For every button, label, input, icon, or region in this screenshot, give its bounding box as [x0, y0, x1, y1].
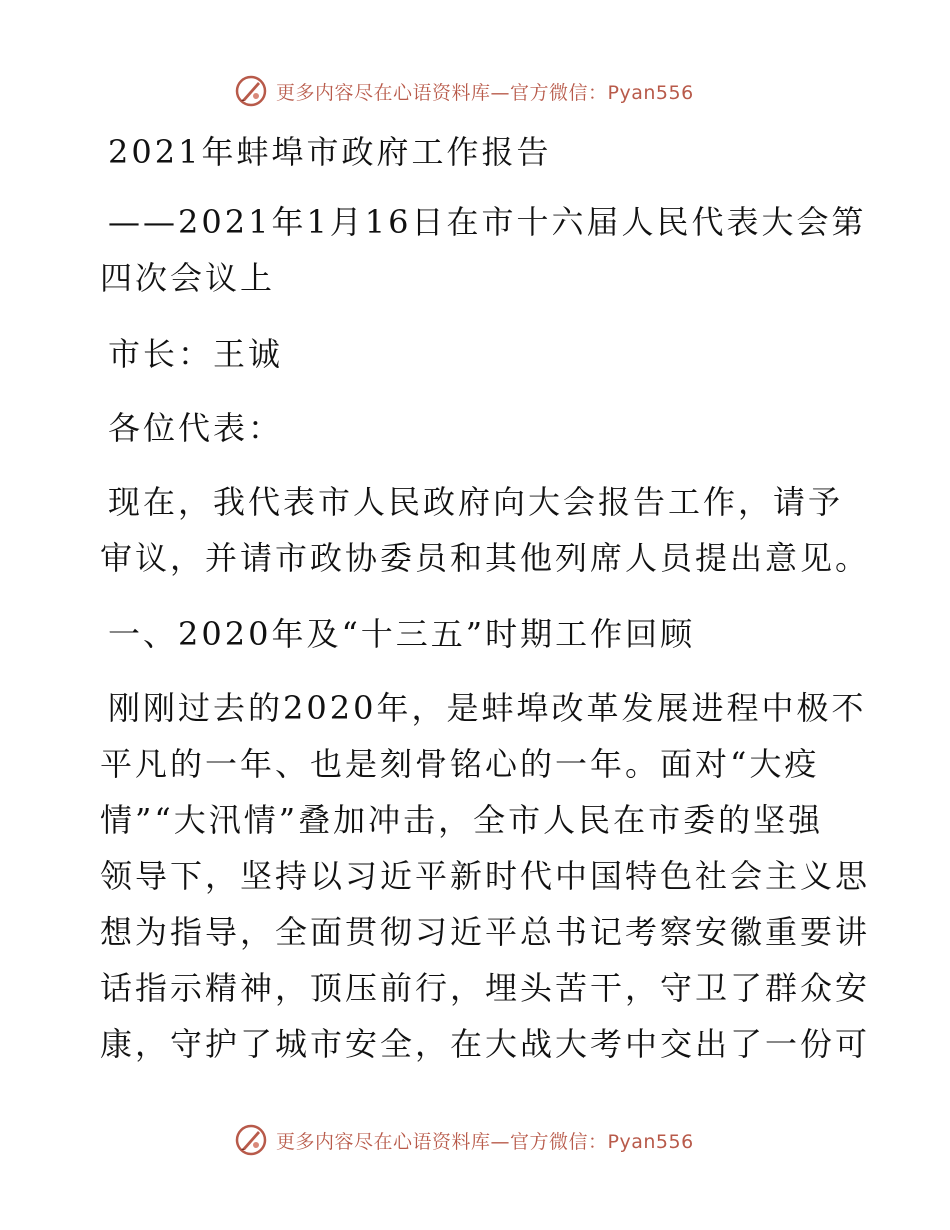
section-heading: 一、2020年及“十三五”时期工作回顾 [108, 615, 696, 653]
quill-logo-icon [234, 1123, 268, 1157]
document-subtitle-line: 四次会议上 [100, 259, 276, 297]
document-title: 2021年蚌埠市政府工作报告 [108, 133, 552, 171]
speaker-line: 市长：王诚 [108, 335, 284, 373]
paragraph-line: 话指示精神，顶压前行，埋头苦干，守卫了群众安 [100, 969, 871, 1007]
paragraph-line: 康，守护了城市安全，在大战大考中交出了一份可 [100, 1025, 871, 1063]
paragraph-line: 审议，并请市政协委员和其他列席人员提出意见。 [100, 539, 871, 577]
paragraph-line: 现在，我代表市人民政府向大会报告工作，请予 [108, 483, 844, 521]
document-subtitle-line: ——2021年1月16日在市十六届人民代表大会第 [108, 203, 867, 241]
header-watermark [234, 72, 694, 110]
paragraph-line: 领导下，坚持以习近平新时代中国特色社会主义思 [100, 857, 871, 895]
quill-logo-icon [234, 74, 268, 108]
watermark-text: 更多内容尽在心语资料库—官方微信：Pyan556 [276, 81, 694, 104]
footer-watermark [234, 1121, 694, 1159]
paragraph-line: 平凡的一年、也是刻骨铭心的一年。面对“大疫 [100, 745, 820, 783]
paragraph-line: 想为指导，全面贯彻习近平总书记考察安徽重要讲 [100, 913, 871, 951]
watermark-text: 更多内容尽在心语资料库—官方微信：Pyan556 [276, 1130, 694, 1153]
paragraph-line: 刚刚过去的2020年，是蚌埠改革发展进程中极不 [108, 689, 867, 727]
salutation: 各位代表： [108, 409, 284, 447]
paragraph-line: 情”“大汛情”叠加冲击，全市人民在市委的坚强 [100, 801, 824, 839]
